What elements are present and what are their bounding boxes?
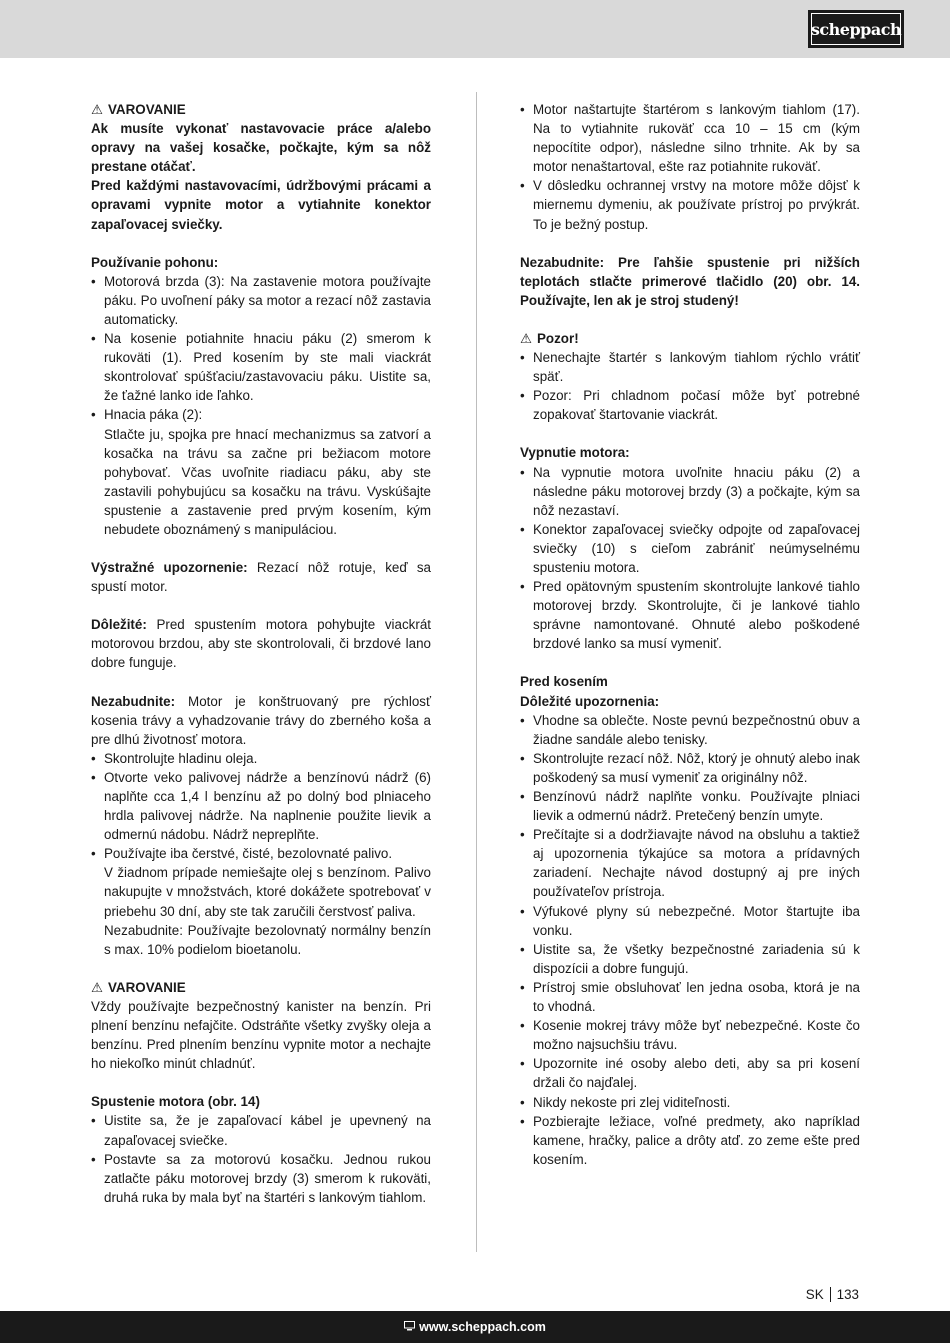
list-item: • Na vypnutie motora uvoľnite hnaciu páku (2) a následne páku motorovej brzdy (3) a počkajte, kým sa nôž nezastaví. <box>520 463 860 520</box>
caution-list <box>520 348 860 424</box>
website-url[interactable]: www.scheppach.com <box>419 1320 546 1334</box>
caution-heading: ⚠ Pozor! <box>520 329 860 348</box>
list-item: • Otvorte veko palivovej nádrže a benzínovú nádrž (6) naplňte cca 1,4 l benzínu až po dolný bod plniaceho hrdla palivovej nádrže. Na naplnenie použite lievik a odmernú nádobu. Nádrž nepreplňte. <box>91 768 431 844</box>
warning-triangle-icon: ⚠ <box>91 979 104 995</box>
warning-text-1a: Ak musíte vykonať nastavovacie práce a/alebo opravy na vašej kosačke, počkajte, kým sa nôž prestane otáčať. <box>91 121 431 175</box>
list-item: • Kosenie mokrej trávy môže byť nebezpečné. Koste čo možno najsuchšiu trávu. <box>520 1016 860 1054</box>
list-item: • Vhodne sa oblečte. Noste pevnú bezpečnostnú obuv a žiadne sandále alebo tenisky. <box>520 711 860 749</box>
brand-logo: scheppach <box>808 10 904 48</box>
list-item: • Pozor: Pri chladnom počasí môže byť potrebné zopakovať štartovanie viackrát. <box>520 386 860 424</box>
stop-list <box>520 463 860 654</box>
page-number-separator <box>830 1287 831 1302</box>
list-item: • Nenechajte štartér s lankovým tiahlom rýchlo vrátiť späť. <box>520 348 860 386</box>
list-item: • Prečítajte si a dodržiavajte návod na obsluhu a taktiež aj upozornenia týkajúce sa motora a prídavných zariadení. Nechajte návod dostupný aj pre iných používateľov prístroja. <box>520 825 860 901</box>
start-list <box>91 1111 431 1206</box>
section-title-stop: Vypnutie motora: <box>520 445 630 461</box>
warning-heading-2: ⚠ VAROVANIE <box>91 978 431 997</box>
fuel-subtext-2: Nezabudnite: Používajte bezolovnatý normálny benzín s max. 10% podielom bioetanolu. <box>104 922 431 957</box>
list-item: • Konektor zapaľovacej sviečky odpojte od zapaľovacej sviečky (10) s cieľom zabrániť neúmyselnému spusteniu motora. <box>520 520 860 577</box>
list-item: • Na kosenie potiahnite hnaciu páku (2) smerom k rukoväti (1). Pred kosením by ste mali viackrát skontrolovať spúšťaciu/zastavovaciu páku. Uistite sa, že ťažné lanko ide ľahko. <box>91 329 431 405</box>
list-item: • Skontrolujte rezací nôž. Nôž, ktorý je ohnutý alebo inak poškodený sa musí vymeniť za originálny nôž. <box>520 749 860 787</box>
list-item: • Prístroj smie obsluhovať len jedna osoba, ktorá je na to vhodná. <box>520 978 860 1016</box>
remember-paragraph: Nezabudnite: Motor je konštruovaný pre rýchlosť kosenia trávy a vyhadzovanie trávy do zberného koša a pre dlhú životnosť motora. <box>91 693 431 747</box>
warning-text-2: Vždy používajte bezpečnostný kanister na benzín. Pri plnení benzínu nefajčite. Odstráňte všetky zvyšky oleja a benzínu. Pred plnením benzínu vypnite motor a nechajte ho niekoľko minút chladnúť. <box>91 998 431 1072</box>
warning-triangle-icon: ⚠ <box>520 330 533 346</box>
list-item: • Používajte iba čerstvé, čisté, bezolovnaté palivo. <box>91 844 431 863</box>
left-column <box>91 100 431 1207</box>
section-title-before: Pred kosením <box>520 674 608 690</box>
list-item: • Výfukové plyny sú nebezpečné. Motor štartujte iba vonku. <box>520 902 860 940</box>
list-item: • Pozbierajte ležiace, voľné predmety, ako napríklad kamene, hračky, palice a drôty atď. zo zeme ešte pred kosením. <box>520 1112 860 1169</box>
notice-paragraph: Výstražné upozornenie: Rezací nôž rotuje, keď sa spustí motor. <box>91 560 431 595</box>
list-item: • Motor naštartujte štartérom s lankovým tiahlom (17). Na to vytiahnite rukoväť cca 10 – 15 cm (kým nepocítite odpor), následne silno trhnite. Ak by sa motor nenaštartoval, ešte raz potiahnite rukoväť. <box>520 100 860 176</box>
drive-subtext: Stlačte ju, spojka pre hnací mechanizmus sa zatvorí a kosačka na trávu sa začne pri bežiacom motore pohybovať. Včas uvoľnite riadiacu páku, aby ste zastavili pohybujúcu sa kosačku na trávu. Vyskúšajte spustenie a zastavenie pred prvým kosením, kým nebudete oboznámený s manipuláciou. <box>104 426 431 537</box>
start-list-continued <box>520 100 860 234</box>
footer-bar <box>0 1311 950 1343</box>
drive-list <box>91 272 431 425</box>
fuel-list <box>91 749 431 864</box>
list-item: • V dôsledku ochrannej vrstvy na motore môže dôjsť k miernemu dymeniu, ak používate prístroj po prvýkrát. To je bežný postup. <box>520 176 860 233</box>
right-column <box>520 100 860 1169</box>
list-item: • Uistite sa, že všetky bezpečnostné zariadenia sú k dispozícii a dobre fungujú. <box>520 940 860 978</box>
remember-bold-paragraph: Nezabudnite: Pre ľahšie spustenie pri nižších teplotách stlačte primerové tlačidlo (20) obr. 14. Používajte, len ak je stroj studený! <box>520 254 860 308</box>
language-code: SK <box>805 1287 824 1302</box>
page-number <box>806 1287 859 1302</box>
fuel-subtext-1: V žiadnom prípade nemiešajte olej s benzínom. Palivo nakupujte v množstvách, ktoré dokážete spotrebovať v priebehu 30 dní, aby ste tak zaručili čerstvosť paliva. <box>104 865 431 919</box>
header-bar <box>0 0 950 58</box>
list-item: • Uistite sa, že je zapaľovací kábel je upevnený na zapaľovacej sviečke. <box>91 1111 431 1149</box>
list-item: • Postavte sa za motorovú kosačku. Jednou rukou zatlačte páku motorovej brzdy (3) smerom k rukoväti, druhá ruka by mala byť na štartéri s lankovým tiahlom. <box>91 1150 431 1207</box>
list-item: • Nikdy nekoste pri zlej viditeľnosti. <box>520 1093 860 1112</box>
warning-heading-1: ⚠ VAROVANIE <box>91 100 431 119</box>
important-paragraph: Dôležité: Pred spustením motora pohybujte viackrát motorovou brzdou, aby ste skontrolovali, či brzdové lano dobre funguje. <box>91 617 431 671</box>
column-divider <box>476 92 477 1252</box>
page-number-value: 133 <box>836 1287 859 1302</box>
warning-text-1b: Pred každými nastavovacími, údržbovými prácami a opravami vypnite motor a vytiahnite konektor zapaľovacej sviečky. <box>91 178 431 232</box>
list-item: • Pred opätovným spustením skontrolujte lankové tiahlo motorovej brzdy. Skontrolujte, či je lankové tiahlo správne namontované. Ohnuté alebo poškodené brzdové lanko sa musí vymeniť. <box>520 577 860 653</box>
list-item: • Motorová brzda (3): Na zastavenie motora používajte páku. Po uvoľnení páky sa motor a rezací nôž zastavia automaticky. <box>91 272 431 329</box>
list-item: • Hnacia páka (2): <box>91 405 431 424</box>
monitor-icon <box>404 1320 415 1334</box>
section-subtitle-before: Dôležité upozornenia: <box>520 693 660 709</box>
section-title-drive: Používanie pohonu: <box>91 254 219 270</box>
list-item: • Benzínovú nádrž naplňte vonku. Používajte plniaci lievik a odmernú nádrž. Pretečený benzín umyte. <box>520 787 860 825</box>
list-item: • Upozornite iné osoby alebo deti, aby sa pri kosení držali čo najďalej. <box>520 1054 860 1092</box>
section-title-start: Spustenie motora (obr. 14) <box>91 1094 260 1110</box>
warning-triangle-icon: ⚠ <box>91 102 104 117</box>
list-item: • Skontrolujte hladinu oleja. <box>91 749 431 768</box>
before-list <box>520 711 860 1169</box>
